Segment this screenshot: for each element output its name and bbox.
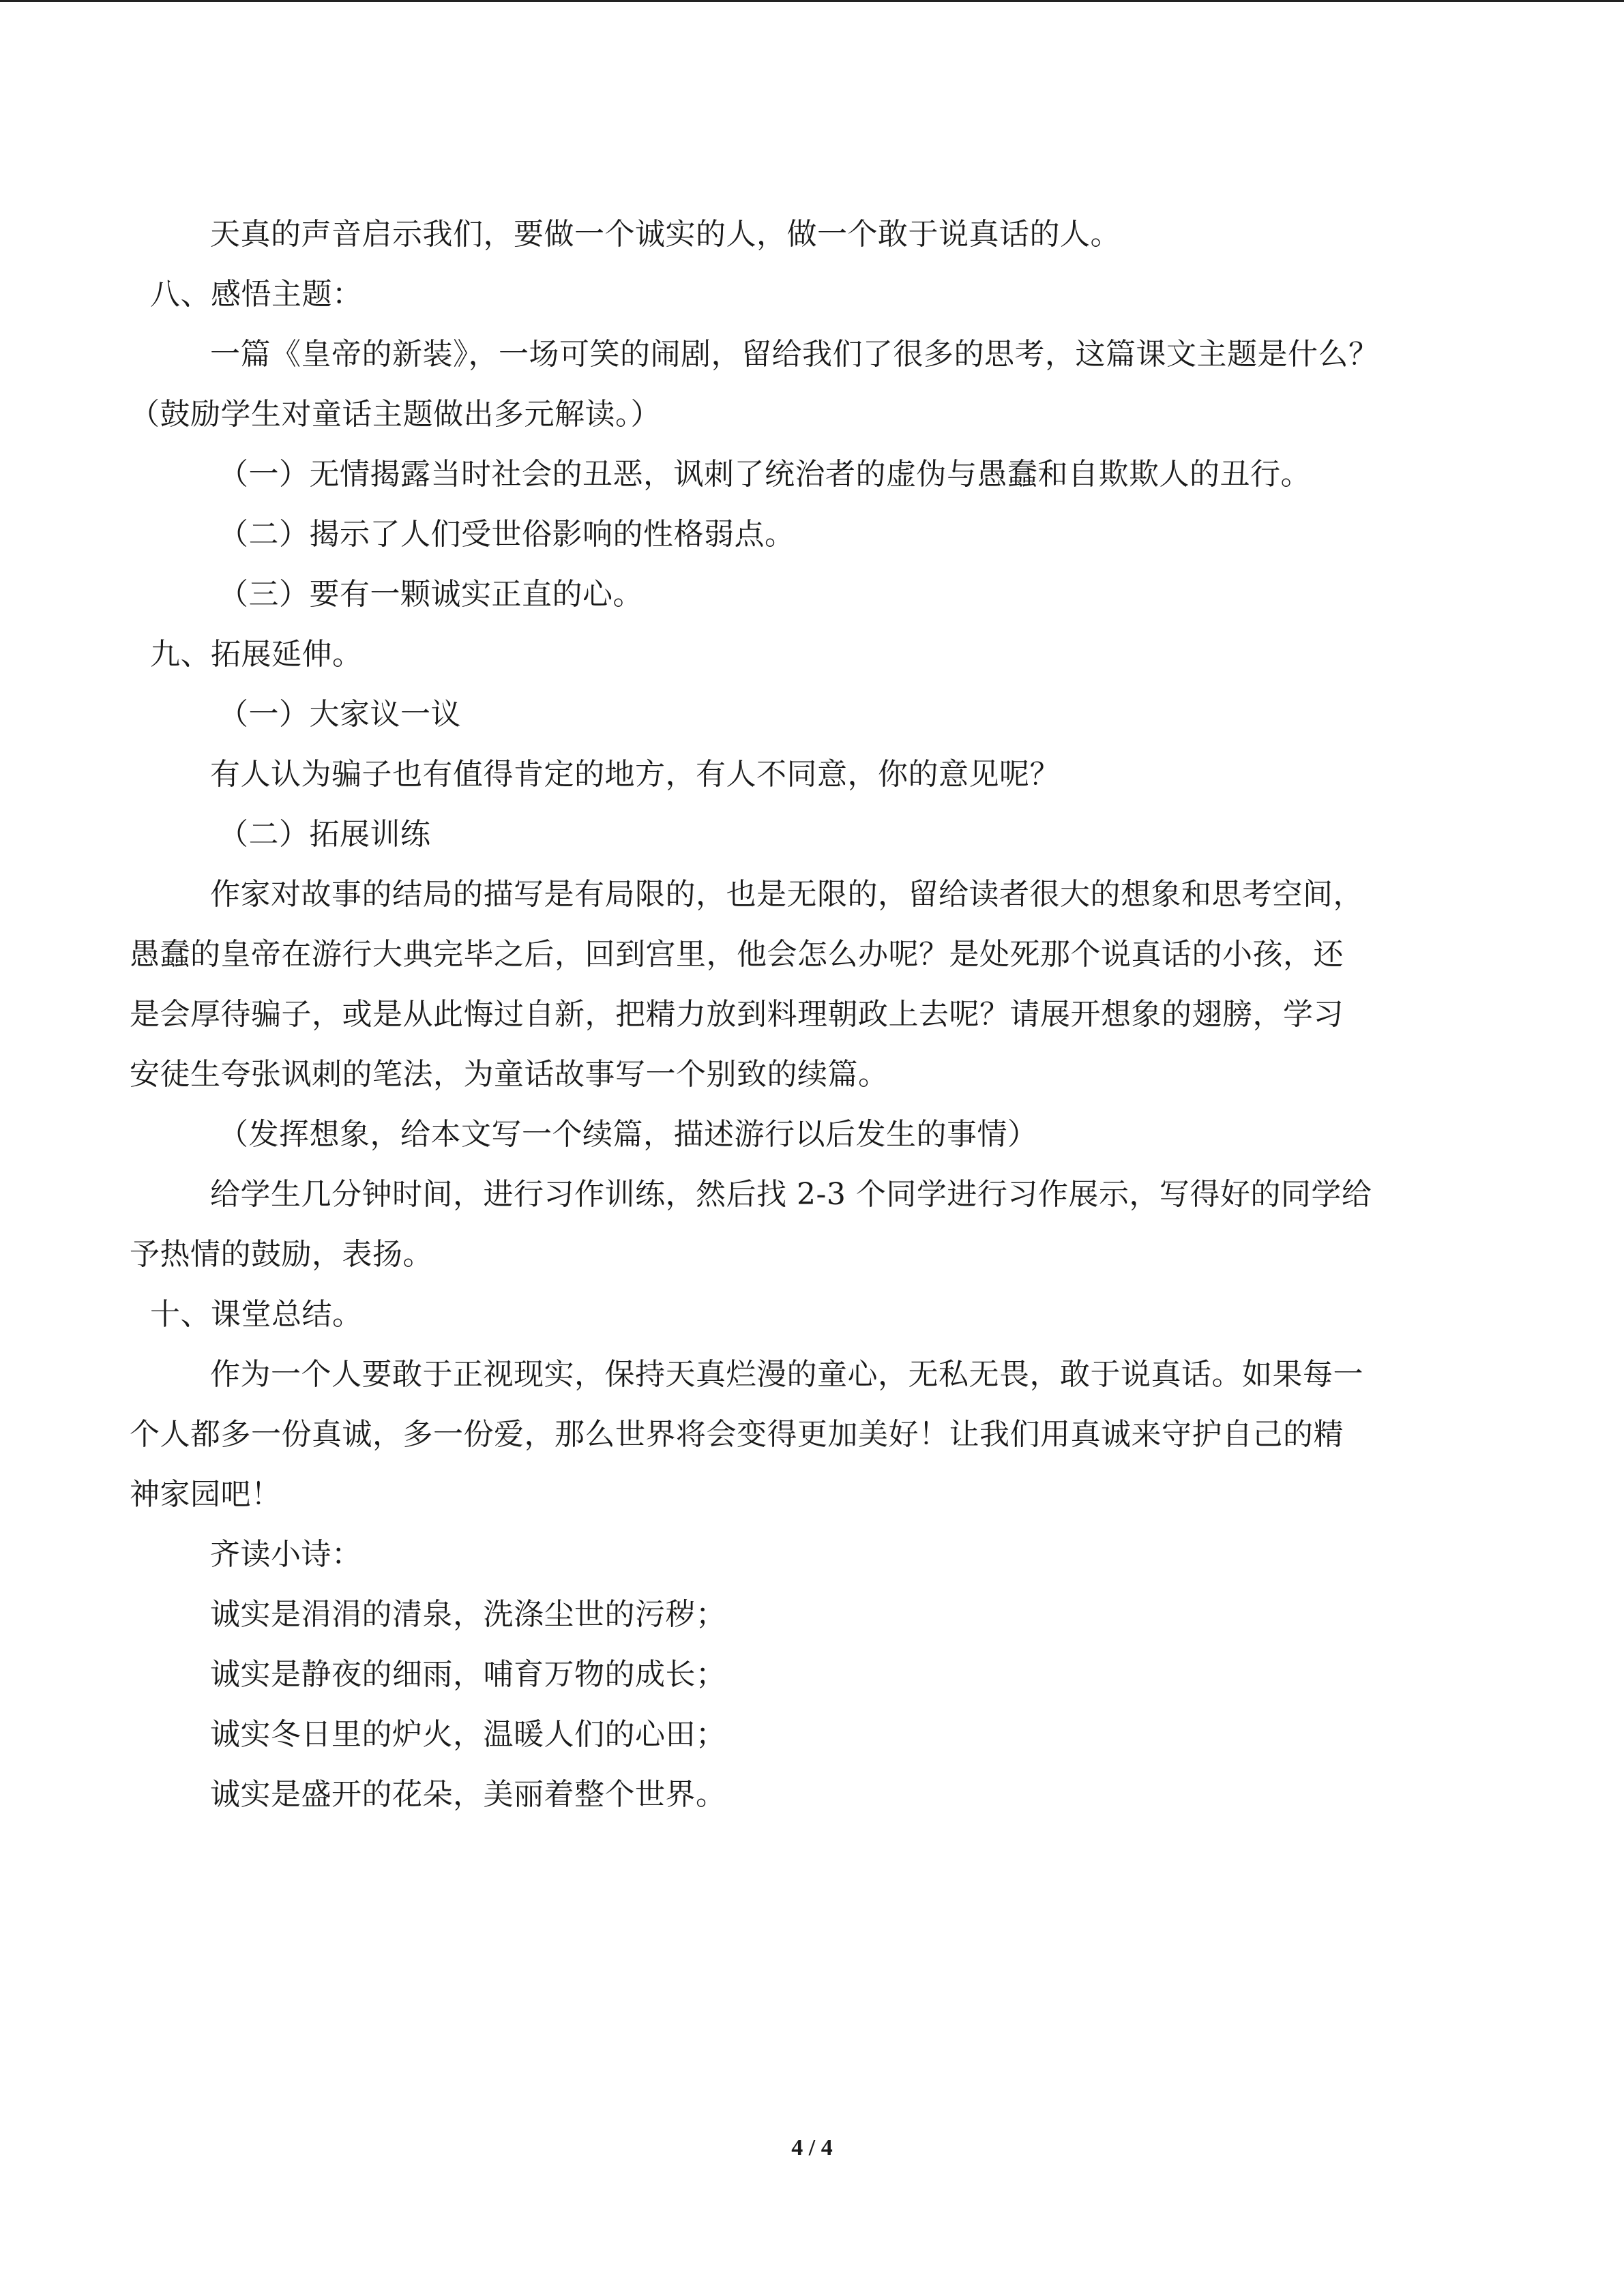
paragraph-line: 给学生几分钟时间，进行习作训练，然后找 2-3 个同学进行习作展示，写得好的同学给	[210, 1177, 1372, 1212]
poem-line: 诚实是盛开的花朵，美丽着整个世界。	[210, 1777, 726, 1812]
subpoint-line: （二）拓展训练	[218, 817, 431, 852]
paragraph-line: 齐读小诗：	[210, 1537, 362, 1572]
paragraph-line: 一篇《皇帝的新装》，一场可笑的闹剧，留给我们了很多的思考，这篇课文主题是什么？	[210, 337, 1379, 372]
paragraph-line: 安徒生夸张讽刺的笔法，为童话故事写一个别致的续篇。	[130, 1057, 889, 1092]
paragraph-line: （鼓励学生对童话主题做出多元解读。）	[130, 397, 661, 432]
poem-line: 诚实是静夜的细雨，哺育万物的成长；	[210, 1657, 726, 1692]
paragraph-line: 神家园吧！	[130, 1477, 282, 1512]
poem-line: 诚实是涓涓的清泉，洗涤尘世的污秽；	[210, 1597, 726, 1632]
top-border-line	[0, 0, 1624, 2]
section-heading: 八、感悟主题：	[150, 277, 363, 312]
subpoint-line: （一）大家议一议	[218, 697, 461, 732]
paragraph-line: 是会厚待骗子，或是从此悔过自新，把精力放到料理朝政上去呢？请展开想象的翅膀，学习	[130, 997, 1344, 1032]
paragraph-line: 作家对故事的结局的描写是有局限的，也是无限的，留给读者很大的想象和思考空间，	[210, 877, 1363, 912]
subpoint-line: （二）揭示了人们受世俗影响的性格弱点。	[218, 517, 795, 552]
paragraph-line: 天真的声音启示我们，要做一个诚实的人，做一个敢于说真话的人。	[210, 217, 1121, 252]
paragraph-line: 予热情的鼓励，表扬。	[130, 1237, 433, 1272]
page-number: 4 / 4	[791, 2135, 833, 2160]
paragraph-line: 个人都多一份真诚，多一份爱，那么世界将会变得更加美好！让我们用真诚来守护自己的精	[130, 1417, 1344, 1452]
subpoint-line: （三）要有一颗诚实正直的心。	[218, 577, 643, 612]
section-heading: 九、拓展延伸。	[150, 637, 363, 672]
paragraph-line: 作为一个人要敢于正视现实，保持天真烂漫的童心，无私无畏，敢于说真话。如果每一	[210, 1357, 1363, 1392]
subpoint-line: （一）无情揭露当时社会的丑恶，讽刺了统治者的虚伪与愚蠢和自欺欺人的丑行。	[218, 457, 1311, 492]
paragraph-line: 有人认为骗子也有值得肯定的地方，有人不同意，你的意见呢？	[210, 757, 1060, 792]
paragraph-line: 愚蠢的皇帝在游行大典完毕之后，回到宫里，他会怎么办呢？是处死那个说真话的小孩，还	[130, 937, 1344, 972]
section-heading: 十、课堂总结。	[150, 1297, 363, 1332]
poem-line: 诚实冬日里的炉火，温暖人们的心田；	[210, 1717, 726, 1752]
document-body	[130, 205, 1466, 1825]
subpoint-line: （发挥想象，给本文写一个续篇，描述游行以后发生的事情）	[218, 1117, 1038, 1152]
